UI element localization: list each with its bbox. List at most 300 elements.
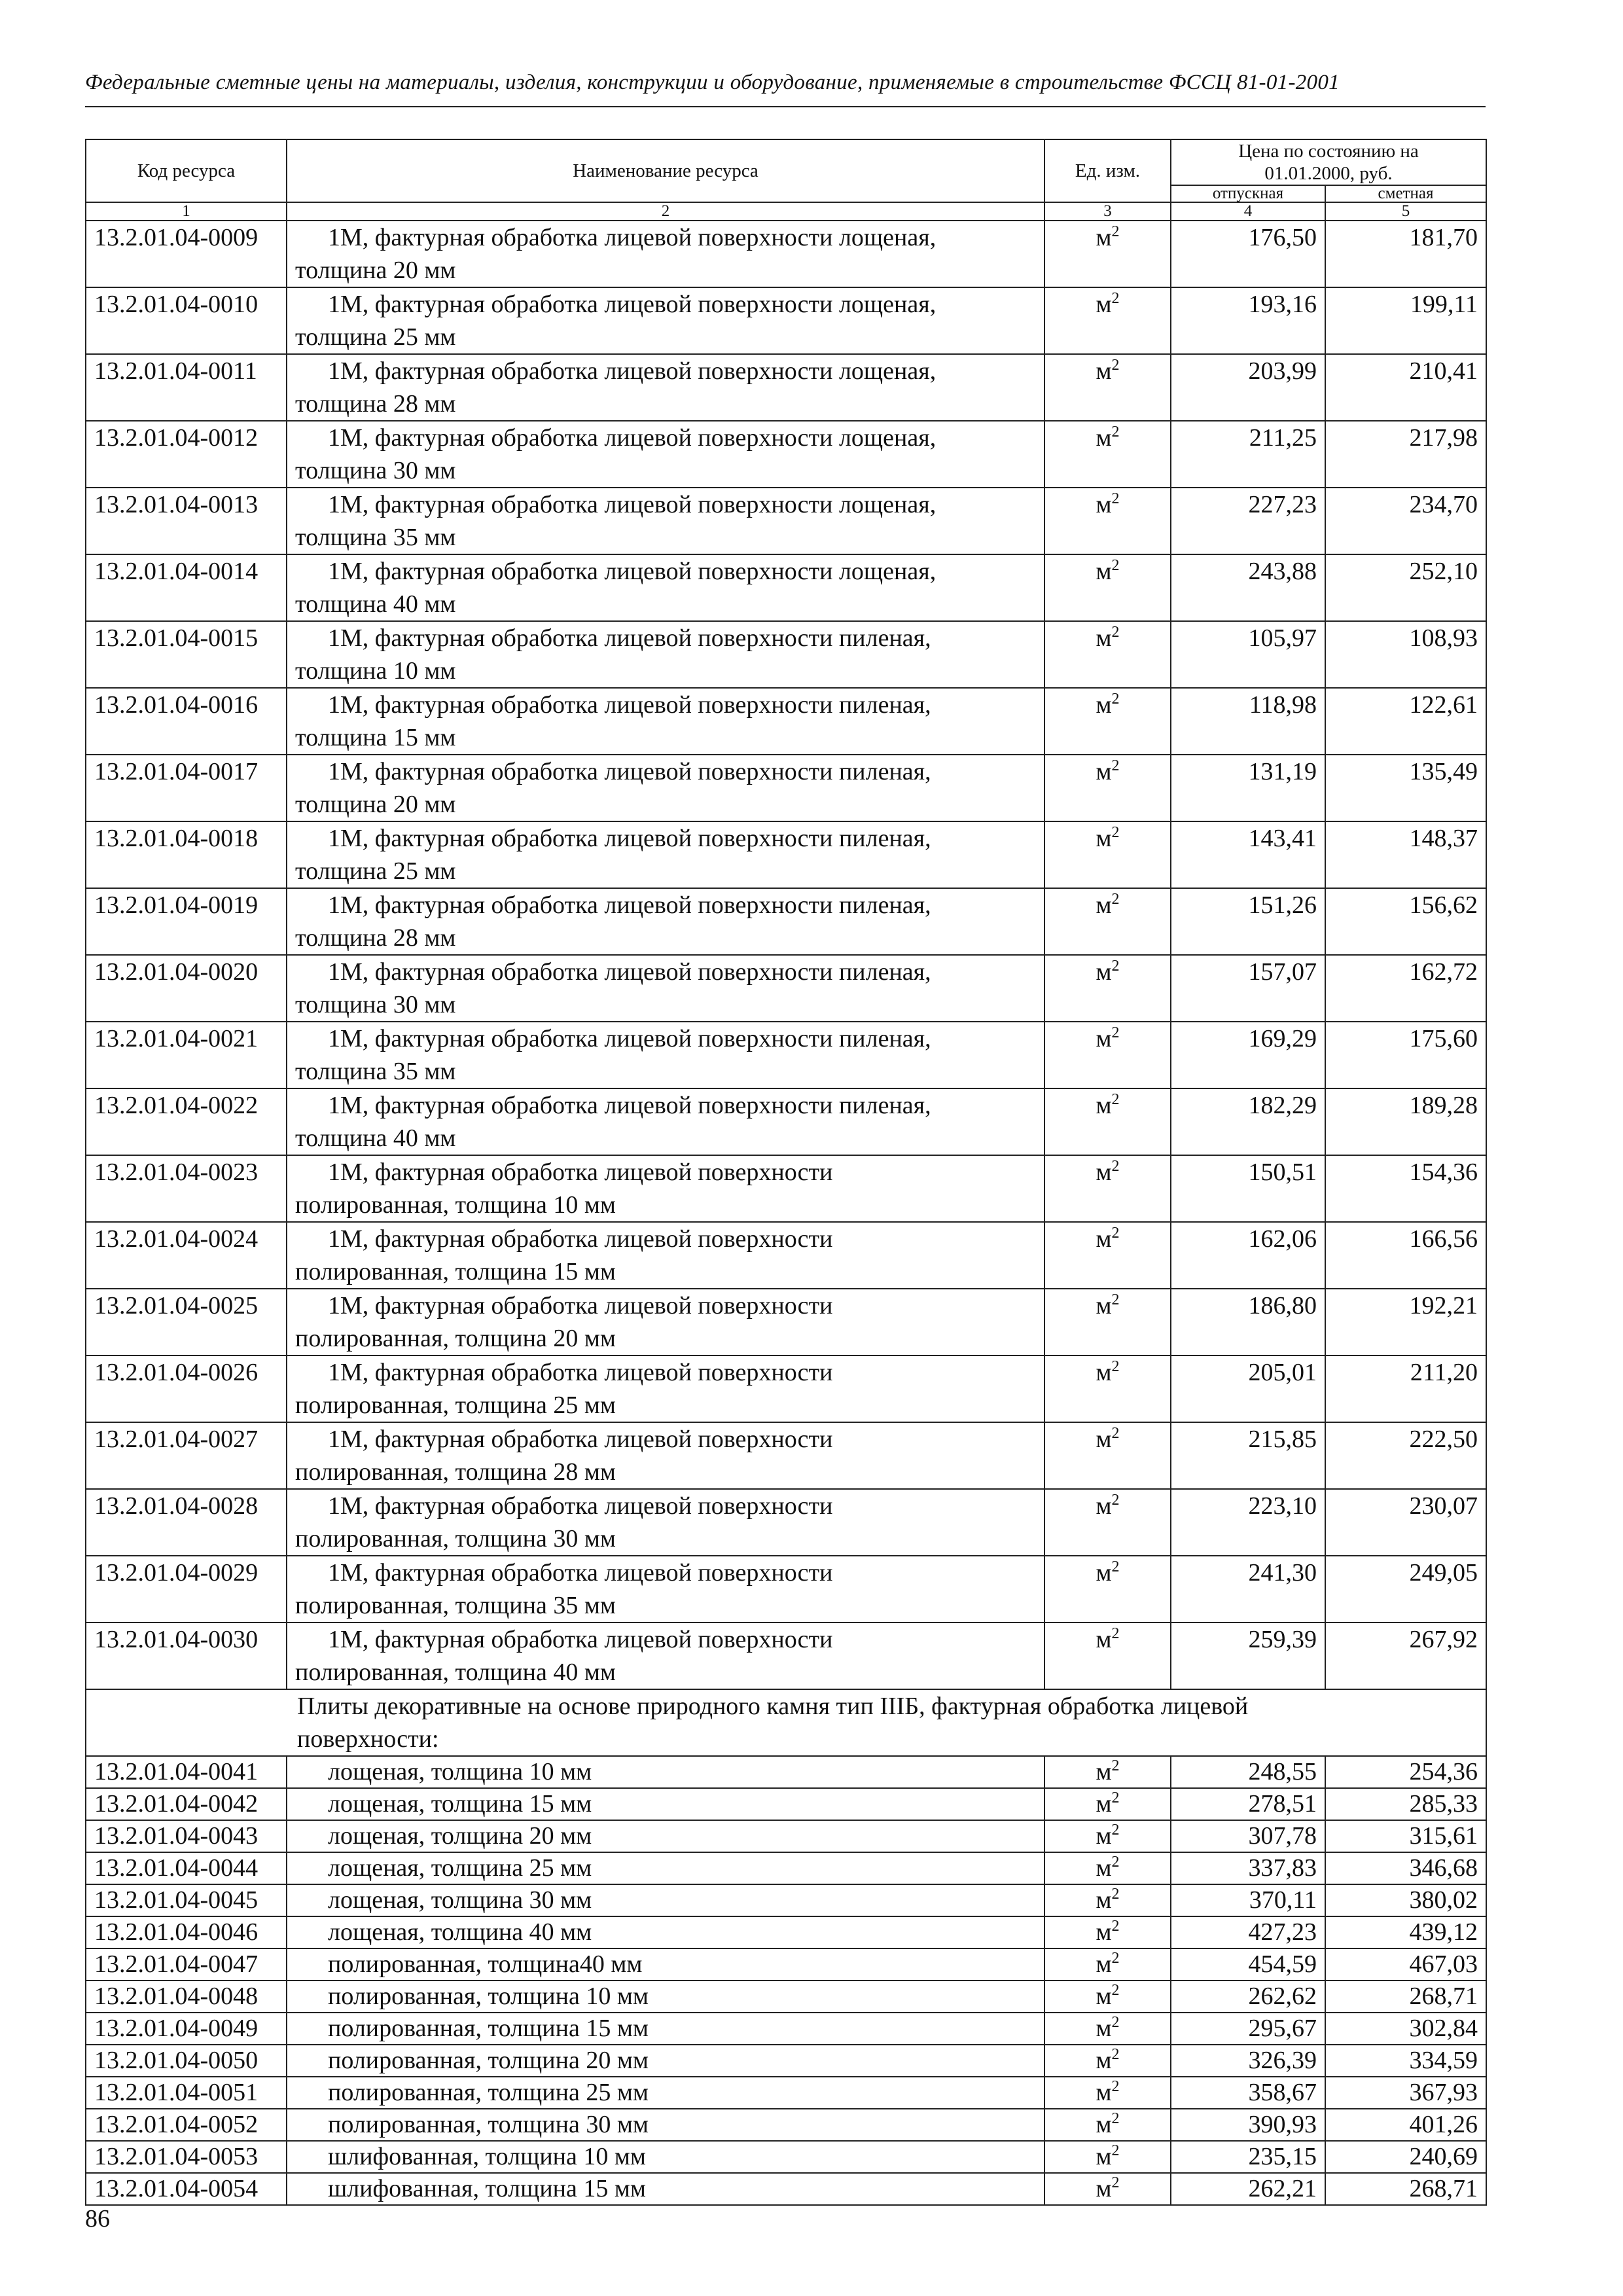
code-cell: 13.2.01.04-0011 (86, 354, 287, 421)
code-cell: 13.2.01.04-0049 (86, 2013, 287, 2045)
unit-cell (1044, 688, 1171, 755)
name-line1: 1М, фактурная обработка лицевой поверхности пиленая, (328, 624, 931, 652)
estimate-price-cell: 267,92 (1325, 1623, 1486, 1689)
code-cell: 13.2.01.04-0009 (86, 221, 287, 287)
release-price-cell: 370,11 (1171, 1884, 1325, 1916)
release-price-cell: 205,01 (1171, 1355, 1325, 1422)
unit-power: 2 (1111, 290, 1120, 307)
col-number-1: 1 (86, 202, 287, 221)
estimate-price-cell: 467,03 (1325, 1948, 1486, 1981)
unit-text: м (1096, 2079, 1112, 2106)
code-cell: 13.2.01.04-0044 (86, 1852, 287, 1884)
name-cell: лощеная, толщина 10 мм (287, 1756, 1044, 1788)
estimate-price-cell: 346,68 (1325, 1852, 1486, 1884)
release-price-cell: 143,41 (1171, 821, 1325, 888)
code-cell: 13.2.01.04-0051 (86, 2077, 287, 2109)
estimate-price-cell: 254,36 (1325, 1756, 1486, 1788)
name-cell (287, 354, 1044, 421)
table-row (86, 1489, 1486, 1556)
name-cell: лощеная, толщина 20 мм (287, 1820, 1044, 1852)
unit-cell (1044, 821, 1171, 888)
unit-power: 2 (1111, 757, 1120, 774)
code-cell: 13.2.01.04-0029 (86, 1556, 287, 1623)
unit-power: 2 (1111, 1918, 1120, 1935)
table-row (86, 688, 1486, 755)
unit-text: м (1096, 2047, 1112, 2074)
code-cell: 13.2.01.04-0022 (86, 1088, 287, 1155)
name-cell: шлифованная, толщина 10 мм (287, 2141, 1044, 2173)
unit-power: 2 (1111, 1950, 1120, 1967)
unit-cell (1044, 2013, 1171, 2045)
name-line2: толщина 10 мм (295, 657, 456, 685)
estimate-price-cell: 222,50 (1325, 1422, 1486, 1489)
code-cell: 13.2.01.04-0019 (86, 888, 287, 955)
estimate-price-cell: 234,70 (1325, 488, 1486, 554)
unit-power: 2 (1111, 2110, 1120, 2127)
name-line1: 1М, фактурная обработка лицевой поверхности лощеная, (328, 558, 936, 585)
table-row (86, 2013, 1486, 2045)
col-number-2: 2 (287, 202, 1044, 221)
release-price-cell: 427,23 (1171, 1916, 1325, 1948)
release-price-cell: 227,23 (1171, 488, 1325, 554)
name-line1: 1М, фактурная обработка лицевой поверхности (328, 1426, 833, 1453)
name-cell (287, 1422, 1044, 1489)
name-cell (287, 1022, 1044, 1088)
estimate-price-cell: 156,62 (1325, 888, 1486, 955)
unit-cell (1044, 1756, 1171, 1788)
name-line2: толщина 28 мм (295, 390, 456, 418)
section-heading-line2: поверхности: (297, 1725, 439, 1753)
code-cell: 13.2.01.04-0027 (86, 1422, 287, 1489)
unit-power: 2 (1111, 490, 1120, 507)
unit-power: 2 (1111, 1158, 1120, 1175)
unit-cell (1044, 1820, 1171, 1852)
page-number: 86 (85, 2205, 110, 2233)
unit-text: м (1096, 1092, 1112, 1119)
name-line1: 1М, фактурная обработка лицевой поверхности (328, 1559, 833, 1587)
estimate-price-cell: 230,07 (1325, 1489, 1486, 1556)
unit-cell (1044, 488, 1171, 554)
estimate-price-cell: 199,11 (1325, 287, 1486, 354)
name-line1: 1М, фактурная обработка лицевой поверхности (328, 1626, 833, 1653)
name-line2: толщина 30 мм (295, 457, 456, 484)
table-body-group-3b (86, 1756, 1486, 2205)
col-number-5: 5 (1325, 202, 1486, 221)
release-price-cell: 454,59 (1171, 1948, 1325, 1981)
table-row (86, 1820, 1486, 1852)
release-price-cell: 390,93 (1171, 2109, 1325, 2141)
name-line2: толщина 35 мм (295, 524, 456, 551)
estimate-price-cell: 401,26 (1325, 2109, 1486, 2141)
table-row (86, 621, 1486, 688)
table-row (86, 1355, 1486, 1422)
release-price-cell: 295,67 (1171, 2013, 1325, 2045)
estimate-price-cell: 148,37 (1325, 821, 1486, 888)
unit-power: 2 (1111, 423, 1120, 440)
release-price-cell: 337,83 (1171, 1852, 1325, 1884)
name-cell: полированная, толщина40 мм (287, 1948, 1044, 1981)
unit-text: м (1096, 758, 1112, 785)
table-row (86, 1981, 1486, 2013)
table-row (86, 755, 1486, 821)
code-cell: 13.2.01.04-0025 (86, 1289, 287, 1355)
name-cell: шлифованная, толщина 15 мм (287, 2173, 1044, 2205)
release-price-cell: 223,10 (1171, 1489, 1325, 1556)
name-cell (287, 554, 1044, 621)
estimate-price-cell: 162,72 (1325, 955, 1486, 1022)
name-cell (287, 221, 1044, 287)
release-price-cell: 193,16 (1171, 287, 1325, 354)
table-body-section (86, 1689, 1486, 1756)
unit-text: м (1096, 424, 1112, 452)
estimate-price-cell: 252,10 (1325, 554, 1486, 621)
name-line2: толщина 40 мм (295, 590, 456, 618)
unit-text: м (1096, 1559, 1112, 1587)
estimate-price-cell: 380,02 (1325, 1884, 1486, 1916)
name-line1: 1М, фактурная обработка лицевой поверхности пиленая, (328, 825, 931, 852)
name-line2: толщина 35 мм (295, 1058, 456, 1085)
unit-cell (1044, 1884, 1171, 1916)
name-line2: полированная, толщина 15 мм (295, 1258, 616, 1285)
code-cell: 13.2.01.04-0021 (86, 1022, 287, 1088)
release-price-cell: 259,39 (1171, 1623, 1325, 1689)
name-cell: лощеная, толщина 15 мм (287, 1788, 1044, 1820)
estimate-price-cell: 135,49 (1325, 755, 1486, 821)
estimate-price-cell: 285,33 (1325, 1788, 1486, 1820)
release-price-cell: 186,80 (1171, 1289, 1325, 1355)
unit-cell (1044, 354, 1171, 421)
unit-power: 2 (1111, 1558, 1120, 1575)
table-row (86, 1756, 1486, 1788)
unit-power: 2 (1111, 2046, 1120, 2063)
unit-cell (1044, 1852, 1171, 1884)
name-cell: полированная, толщина 15 мм (287, 2013, 1044, 2045)
table-row (86, 1788, 1486, 1820)
code-cell: 13.2.01.04-0016 (86, 688, 287, 755)
unit-text: м (1096, 357, 1112, 385)
estimate-price-cell: 154,36 (1325, 1155, 1486, 1222)
name-cell: лощеная, толщина 40 мм (287, 1916, 1044, 1948)
unit-cell (1044, 2045, 1171, 2077)
name-cell (287, 621, 1044, 688)
name-line2: толщина 28 мм (295, 924, 456, 952)
unit-cell (1044, 1623, 1171, 1689)
name-line1: 1М, фактурная обработка лицевой поверхности пиленая, (328, 958, 931, 986)
name-cell (287, 1556, 1044, 1623)
unit-cell (1044, 955, 1171, 1022)
code-cell: 13.2.01.04-0018 (86, 821, 287, 888)
unit-power: 2 (1111, 1492, 1120, 1509)
unit-text: м (1096, 558, 1112, 585)
header-rule (85, 106, 1486, 107)
unit-power: 2 (1111, 1625, 1120, 1642)
unit-cell (1044, 1981, 1171, 2013)
estimate-price-cell: 122,61 (1325, 688, 1486, 755)
unit-text: м (1096, 1918, 1112, 1946)
name-line2: толщина 25 мм (295, 857, 456, 885)
name-line1: 1М, фактурная обработка лицевой поверхности (328, 1225, 833, 1253)
code-cell: 13.2.01.04-0026 (86, 1355, 287, 1422)
col-header-release: отпускная (1171, 185, 1325, 202)
unit-text: м (1096, 1790, 1112, 1818)
estimate-price-cell: 189,28 (1325, 1088, 1486, 1155)
code-cell: 13.2.01.04-0024 (86, 1222, 287, 1289)
name-line1: 1М, фактурная обработка лицевой поверхности пиленая, (328, 758, 931, 785)
code-cell: 13.2.01.04-0048 (86, 1981, 287, 2013)
name-cell (287, 287, 1044, 354)
name-cell (287, 1088, 1044, 1155)
name-line1: 1М, фактурная обработка лицевой поверхности пиленая, (328, 1025, 931, 1052)
unit-cell (1044, 1788, 1171, 1820)
table-row (86, 1155, 1486, 1222)
name-cell: лощеная, толщина 30 мм (287, 1884, 1044, 1916)
table-row (86, 1289, 1486, 1355)
unit-cell (1044, 221, 1171, 287)
unit-power: 2 (1111, 1821, 1120, 1839)
estimate-price-cell: 217,98 (1325, 421, 1486, 488)
estimate-price-cell: 210,41 (1325, 354, 1486, 421)
unit-text: м (1096, 1292, 1112, 1319)
release-price-cell: 150,51 (1171, 1155, 1325, 1222)
unit-cell (1044, 1916, 1171, 1948)
unit-cell (1044, 2141, 1171, 2173)
release-price-cell: 326,39 (1171, 2045, 1325, 2077)
name-line2: полированная, толщина 35 мм (295, 1592, 616, 1619)
table-row (86, 287, 1486, 354)
unit-power: 2 (1111, 1982, 1120, 1999)
name-line1: 1М, фактурная обработка лицевой поверхности (328, 1492, 833, 1520)
unit-cell (1044, 287, 1171, 354)
unit-text: м (1096, 1426, 1112, 1453)
release-price-cell: 248,55 (1171, 1756, 1325, 1788)
table-row (86, 1222, 1486, 1289)
unit-text: м (1096, 1359, 1112, 1386)
unit-power: 2 (1111, 223, 1120, 240)
name-line1: 1М, фактурная обработка лицевой поверхности лощеная, (328, 291, 936, 318)
name-cell: полированная, толщина 30 мм (287, 2109, 1044, 2141)
name-cell (287, 1289, 1044, 1355)
unit-cell (1044, 1422, 1171, 1489)
name-line1: 1М, фактурная обработка лицевой поверхности пиленая, (328, 1092, 931, 1119)
unit-text: м (1096, 1886, 1112, 1914)
table-row (86, 2141, 1486, 2173)
unit-text: м (1096, 491, 1112, 518)
release-price-cell: 182,29 (1171, 1088, 1325, 1155)
table-row (86, 821, 1486, 888)
release-price-cell: 243,88 (1171, 554, 1325, 621)
unit-cell (1044, 2109, 1171, 2141)
unit-power: 2 (1111, 691, 1120, 708)
name-line2: толщина 15 мм (295, 724, 456, 751)
release-price-cell: 203,99 (1171, 354, 1325, 421)
table-row (86, 554, 1486, 621)
table-body-group-1m (86, 221, 1486, 1689)
unit-text: м (1096, 825, 1112, 852)
release-price-cell: 157,07 (1171, 955, 1325, 1022)
estimate-price-cell: 192,21 (1325, 1289, 1486, 1355)
name-line1: 1М, фактурная обработка лицевой поверхности пиленая, (328, 891, 931, 919)
code-cell: 13.2.01.04-0053 (86, 2141, 287, 2173)
unit-power: 2 (1111, 1291, 1120, 1308)
code-cell: 13.2.01.04-0052 (86, 2109, 287, 2141)
estimate-price-cell: 108,93 (1325, 621, 1486, 688)
name-line2: толщина 30 мм (295, 991, 456, 1018)
unit-text: м (1096, 1758, 1112, 1785)
name-cell (287, 755, 1044, 821)
estimate-price-cell: 315,61 (1325, 1820, 1486, 1852)
col-number-4: 4 (1171, 202, 1325, 221)
code-cell: 13.2.01.04-0013 (86, 488, 287, 554)
code-cell: 13.2.01.04-0020 (86, 955, 287, 1022)
table-row (86, 421, 1486, 488)
name-line1: 1М, фактурная обработка лицевой поверхности лощеная, (328, 357, 936, 385)
table-row (86, 888, 1486, 955)
release-price-cell: 262,62 (1171, 1981, 1325, 2013)
estimate-price-cell: 249,05 (1325, 1556, 1486, 1623)
code-cell: 13.2.01.04-0012 (86, 421, 287, 488)
unit-text: м (1096, 1822, 1112, 1850)
table-row (86, 354, 1486, 421)
release-price-cell: 105,97 (1171, 621, 1325, 688)
release-price-cell: 176,50 (1171, 221, 1325, 287)
name-cell: полированная, толщина 25 мм (287, 2077, 1044, 2109)
unit-text: м (1096, 1982, 1112, 2010)
estimate-price-cell: 211,20 (1325, 1355, 1486, 1422)
unit-text: м (1096, 691, 1112, 719)
release-price-cell: 211,25 (1171, 421, 1325, 488)
table-row (86, 1916, 1486, 1948)
table-row (86, 2045, 1486, 2077)
name-line2: полированная, толщина 28 мм (295, 1458, 616, 1486)
unit-cell (1044, 1289, 1171, 1355)
release-price-cell: 169,29 (1171, 1022, 1325, 1088)
unit-cell (1044, 2077, 1171, 2109)
name-cell (287, 821, 1044, 888)
unit-cell (1044, 554, 1171, 621)
unit-cell (1044, 888, 1171, 955)
col-header-unit: Ед. изм. (1044, 139, 1171, 202)
name-line2: толщина 20 мм (295, 257, 456, 284)
unit-power: 2 (1111, 1789, 1120, 1806)
table-row (86, 2077, 1486, 2109)
col-header-price-group: Цена по состоянию на 01.01.2000, руб. (1171, 139, 1486, 185)
unit-cell (1044, 621, 1171, 688)
name-line2: полированная, толщина 20 мм (295, 1325, 616, 1352)
release-price-cell: 118,98 (1171, 688, 1325, 755)
name-line2: толщина 25 мм (295, 323, 456, 351)
name-line2: полированная, толщина 10 мм (295, 1191, 616, 1219)
name-cell: полированная, толщина 10 мм (287, 1981, 1044, 2013)
name-line2: полированная, толщина 40 мм (295, 1659, 616, 1686)
estimate-price-cell: 181,70 (1325, 221, 1486, 287)
release-price-cell: 131,19 (1171, 755, 1325, 821)
name-line2: полированная, толщина 25 мм (295, 1391, 616, 1419)
release-price-cell: 307,78 (1171, 1820, 1325, 1852)
section-heading (86, 1689, 1486, 1756)
unit-text: м (1096, 2175, 1112, 2202)
name-cell (287, 955, 1044, 1022)
estimate-price-cell: 334,59 (1325, 2045, 1486, 2077)
unit-cell (1044, 1556, 1171, 1623)
table-row (86, 1623, 1486, 1689)
col-header-code: Код ресурса (86, 139, 287, 202)
unit-text: м (1096, 891, 1112, 919)
page-header-title: Федеральные сметные цены на материалы, изделия, конструкции и оборудование, применяемые в строительстве ФССЦ 81-01-2001 (85, 71, 1340, 94)
unit-cell (1044, 1948, 1171, 1981)
name-line2: толщина 40 мм (295, 1124, 456, 1152)
name-cell (287, 488, 1044, 554)
name-cell (287, 421, 1044, 488)
name-line1: 1М, фактурная обработка лицевой поверхности (328, 1359, 833, 1386)
name-line2: полированная, толщина 30 мм (295, 1525, 616, 1552)
unit-cell (1044, 1222, 1171, 1289)
section-heading-line1: Плиты декоративные на основе природного камня тип IIIБ, фактурная обработка лицевой (297, 1693, 1249, 1720)
unit-cell (1044, 1489, 1171, 1556)
code-cell: 13.2.01.04-0041 (86, 1756, 287, 1788)
name-cell (287, 1222, 1044, 1289)
unit-text: м (1096, 1492, 1112, 1520)
section-row (86, 1689, 1486, 1756)
unit-power: 2 (1111, 824, 1120, 841)
release-price-cell: 241,30 (1171, 1556, 1325, 1623)
code-cell: 13.2.01.04-0015 (86, 621, 287, 688)
unit-text: м (1096, 2015, 1112, 2042)
unit-text: м (1096, 1225, 1112, 1253)
name-cell: полированная, толщина 20 мм (287, 2045, 1044, 2077)
estimate-price-cell: 175,60 (1325, 1022, 1486, 1088)
unit-cell (1044, 1088, 1171, 1155)
unit-power: 2 (1111, 958, 1120, 975)
table-row (86, 1948, 1486, 1981)
estimate-price-cell: 166,56 (1325, 1222, 1486, 1289)
name-line1: 1М, фактурная обработка лицевой поверхности (328, 1158, 833, 1186)
code-cell: 13.2.01.04-0046 (86, 1916, 287, 1948)
col-header-estimate: сметная (1325, 185, 1486, 202)
unit-cell (1044, 421, 1171, 488)
code-cell: 13.2.01.04-0014 (86, 554, 287, 621)
unit-power: 2 (1111, 2014, 1120, 2031)
code-cell: 13.2.01.04-0023 (86, 1155, 287, 1222)
unit-power: 2 (1111, 2078, 1120, 2095)
unit-text: м (1096, 224, 1112, 251)
unit-text: м (1096, 2143, 1112, 2170)
unit-power: 2 (1111, 2174, 1120, 2191)
table-row (86, 1556, 1486, 1623)
table-row (86, 955, 1486, 1022)
code-cell: 13.2.01.04-0043 (86, 1820, 287, 1852)
release-price-cell: 358,67 (1171, 2077, 1325, 2109)
unit-power: 2 (1111, 357, 1120, 374)
unit-text: м (1096, 1854, 1112, 1882)
name-line1: 1М, фактурная обработка лицевой поверхности лощеная, (328, 491, 936, 518)
unit-cell (1044, 2173, 1171, 2205)
name-line1: 1М, фактурная обработка лицевой поверхности лощеная, (328, 424, 936, 452)
table-row (86, 1422, 1486, 1489)
unit-power: 2 (1111, 1091, 1120, 1108)
unit-text: м (1096, 2111, 1112, 2138)
code-cell: 13.2.01.04-0054 (86, 2173, 287, 2205)
estimate-price-cell: 367,93 (1325, 2077, 1486, 2109)
release-price-cell: 215,85 (1171, 1422, 1325, 1489)
unit-cell (1044, 1355, 1171, 1422)
unit-text: м (1096, 291, 1112, 318)
unit-text: м (1096, 1025, 1112, 1052)
unit-power: 2 (1111, 1886, 1120, 1903)
estimate-price-cell: 302,84 (1325, 2013, 1486, 2045)
unit-text: м (1096, 624, 1112, 652)
estimate-price-cell: 439,12 (1325, 1916, 1486, 1948)
table-row (86, 1022, 1486, 1088)
